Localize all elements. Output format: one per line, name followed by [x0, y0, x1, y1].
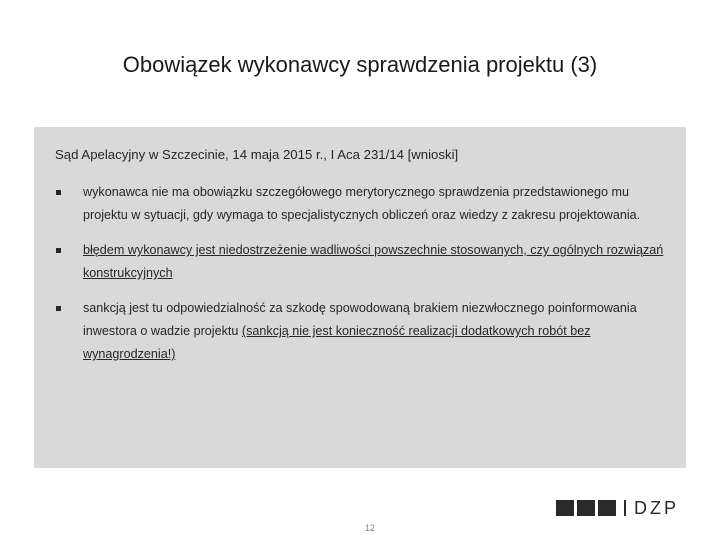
- logo-divider-icon: [624, 500, 626, 516]
- slide-title: Obowiązek wykonawcy sprawdzenia projektu (3): [122, 52, 598, 77]
- bullet-text-underlined: błędem wykonawcy jest niedostrzeżenie wadliwości powszechnie stosowanych, czy ogólnych rozwiązań konstrukcyjnych: [83, 243, 664, 280]
- page-number: 12: [364, 523, 375, 533]
- bullet-list: [55, 181, 675, 366]
- square-bullet-icon: [56, 190, 61, 195]
- bullet-text: sankcją jest tu odpowiedzialność za szkodę spowodowaną brakiem niezwłocznego poinformowania inwestora o wadzie projektu: [83, 301, 637, 338]
- logo-square-icon: [577, 500, 595, 516]
- content-box: [34, 127, 686, 468]
- subtitle: Sąd Apelacyjny w Szczecinie, 14 maja 2015 r., I Aca 231/14 [wnioski]: [55, 147, 459, 162]
- square-bullet-icon: [56, 306, 61, 311]
- bullet-item: [55, 297, 675, 366]
- bullet-item: [55, 239, 675, 285]
- bullet-text-underlined: (sankcją nie jest konieczność realizacji dodatkowych robót bez wynagrodzenia!): [83, 324, 591, 361]
- logo-text: DZP: [634, 498, 679, 518]
- bullet-text: wykonawca nie ma obowiązku szczegółowego merytorycznego sprawdzenia przedstawionego mu projektu w sytuacji, gdy wymaga to specjalistycznych obliczeń oraz wiedzy z zakresu projektowania.: [83, 185, 641, 222]
- logo-square-icon: [598, 500, 616, 516]
- square-bullet-icon: [56, 248, 61, 253]
- logo-square-icon: [556, 500, 574, 516]
- dzp-logo: [556, 500, 679, 516]
- bullet-item: [55, 181, 675, 227]
